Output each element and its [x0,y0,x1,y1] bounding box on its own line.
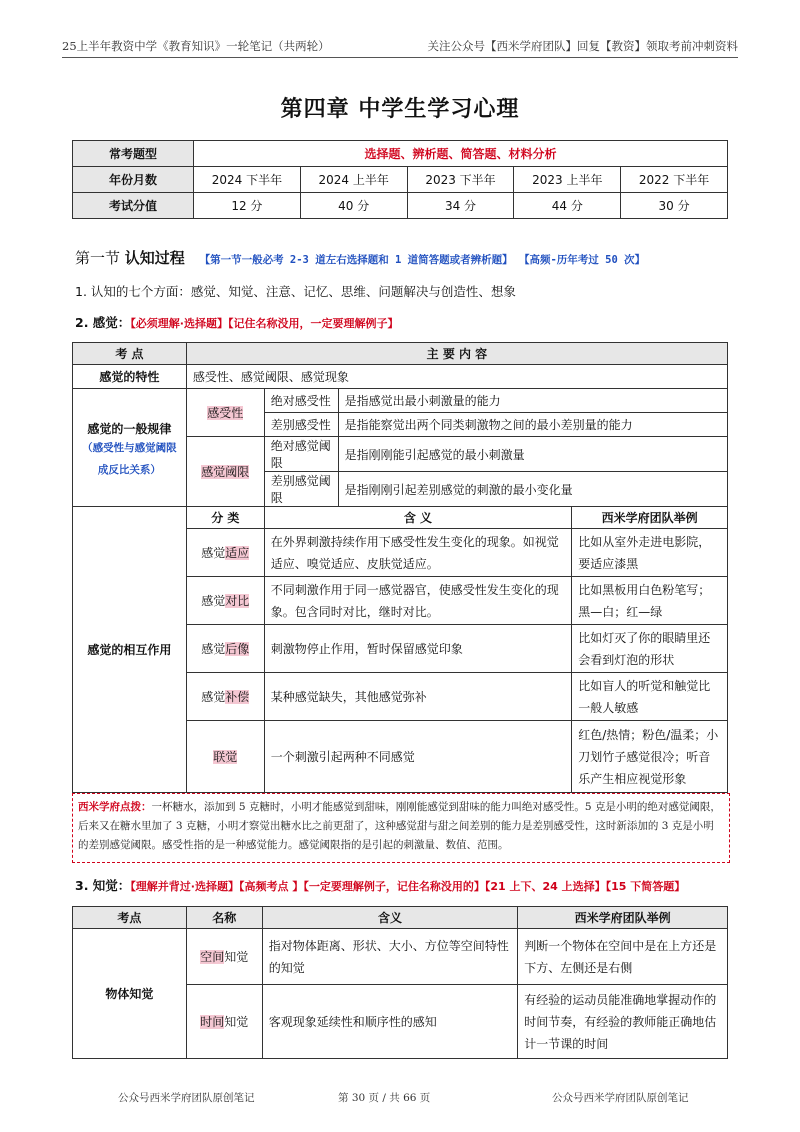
name-highlight: 时间 [200,1015,225,1029]
score-label: 考试分值 [73,193,194,219]
header-content: 主 要 内 容 [186,343,727,365]
perception-tags: 【理解并背过·选择题】【高频考点 】【一定要理解例子，记住名称没用的】【21 上下、24 上选择】【15 下简答题】 [130,880,686,893]
characteristic-value: 感受性、感觉阈限、感觉现象 [186,365,727,389]
header-meaning: 含 义 [264,507,571,529]
header-right: 关注公众号【西米学府团队】回复【教资】领取考前冲刺资料 [427,39,738,53]
score-cell: 34 分 [407,193,514,219]
name-highlight: 空间 [200,950,225,964]
meaning-compensation: 某种感觉缺失，其他感觉弥补 [264,673,571,721]
interaction-label: 感觉的相互作用 [73,507,187,793]
score-cell: 12 分 [194,193,301,219]
example-adaptation: 比如从室外走进电影院，要适应漆黑 [572,529,728,577]
example-time: 有经验的运动员能准确地掌握动作的时间节奏，有经验的教师能正确地估计一节课的时间 [518,985,728,1059]
perception-table [72,906,728,1059]
class-contrast [186,577,264,625]
section-note: 【第一节一般必考 2-3 道左右选择题和 1 道简答题或者辨析题】 【高频-历年考过 50 次】 [199,254,646,266]
page-number: 第 30 页 / 共 66 页 [338,1092,431,1104]
example-space: 判断一个物体在空间中是在上方还是下方、左侧还是右侧 [518,929,728,985]
score-cell: 40 分 [300,193,407,219]
class-afterimage [186,625,264,673]
score-cell: 44 分 [514,193,621,219]
class-compensation [186,673,264,721]
class-prefix: 感觉 [201,642,226,656]
tip-box [72,793,730,863]
threshold-cell [186,437,264,507]
year-label: 年份月数 [73,167,194,193]
header-divider [62,57,738,58]
sensation-tags: 【必须理解·选择题】【记住名称没用，一定要理解例子】 [130,317,399,330]
class-adaptation [186,529,264,577]
question-type-value: 选择题、辨析题、简答题、材料分析 [194,141,728,167]
header-left: 25上半年教资中学《教育知识》一轮笔记（共两轮） [62,39,330,53]
sensation-heading [75,313,399,331]
meaning-time: 客观现象延续性和顺序性的感知 [262,985,518,1059]
meaning-synesthesia: 一个刺激引起两种不同感觉 [264,721,571,793]
meaning-space: 指对物体距离、形状、大小、方位等空间特性的知觉 [262,929,518,985]
header-point: 考 点 [73,343,187,365]
meaning-afterimage: 刺激物停止作用，暂时保留感觉印象 [264,625,571,673]
example-afterimage: 比如灯灭了你的眼睛里还会看到灯泡的形状 [572,625,728,673]
class-prefix: 感觉 [201,690,226,704]
class-highlight: 补偿 [225,690,250,704]
question-type-label: 常考题型 [73,141,194,167]
year-cell: 2024 下半年 [194,167,301,193]
abs-threshold: 绝对感觉阈限 [264,437,338,472]
header-class: 分 类 [186,507,264,529]
sensation-table [72,342,728,793]
example-contrast: 比如黑板用白色粉笔写；黑—白；红—绿 [572,577,728,625]
footer-right: 公众号西米学府团队原创笔记 [552,1092,689,1104]
chapter-title: 第四章 中学生学习心理 [280,96,520,122]
know-header-point: 考点 [73,907,187,929]
meaning-contrast: 不同刺激作用于同一感觉器官，使感受性发生变化的现象。包含同时对比，继时对比。 [264,577,571,625]
name-suffix: 知觉 [224,1015,249,1029]
class-synesthesia [186,721,264,793]
section-title: 认知过程 [124,249,185,267]
diff-sensitivity-def: 是指能察觉出两个同类刺激物之间的最小差别量的能力 [338,413,727,437]
know-header-name: 名称 [186,907,262,929]
class-prefix: 感觉 [201,594,226,608]
perception-heading [75,876,685,894]
section-prefix: 第一节 [75,249,121,267]
tip-text: 一杯糖水，添加到 5 克糖时，小明才能感觉到甜味，刚刚能感觉到甜味的能力叫绝对感受性。5 克是小明的绝对感觉阈限，后来又在糖水里加了 3 克糖，小明才察觉出糖水比之前更甜了，这种感觉甜与甜之间差别的能力是差别感受性，这时新添加的 3 克是小明的差别感觉阈限。感受性指的是一种感觉能力。感觉阈限指的是引起的刺激量、数值、范围。 [78,801,721,851]
class-highlight: 对比 [225,594,250,608]
threshold-label: 感觉阈限 [201,465,250,479]
general-law-sub: （感受性与感觉阈限成反比关系） [82,442,177,476]
diff-threshold-def: 是指刚刚引起差别感觉的刺激的最小变化量 [338,472,727,507]
meaning-adaptation: 在外界刺激持续作用下感受性发生变化的现象。如视觉适应、嗅觉适应、皮肤觉适应。 [264,529,571,577]
example-synesthesia: 红色/热情；粉色/温柔；小刀划竹子感觉很冷；听音乐产生相应视觉形象 [572,721,728,793]
year-cell: 2022 下半年 [621,167,728,193]
general-law-cell [73,389,187,507]
characteristic-label: 感觉的特性 [73,365,187,389]
know-header-example: 西米学府团队举例 [518,907,728,929]
name-space [186,929,262,985]
object-perception-label: 物体知觉 [73,929,187,1059]
tip-label: 西米学府点拨： [78,801,152,813]
sensation-num: 2. 感觉： [75,315,131,330]
name-time [186,985,262,1059]
cognition-aspects: 1. 认知的七个方面：感觉、知觉、注意、记忆、思维、问题解决与创造性、想象 [75,284,516,299]
class-prefix: 感觉 [201,546,226,560]
class-highlight: 后像 [225,642,250,656]
class-highlight: 联觉 [213,750,238,764]
header-example: 西米学府团队举例 [572,507,728,529]
abs-sensitivity-def: 是指感觉出最小刺激量的能力 [338,389,727,413]
score-cell: 30 分 [621,193,728,219]
perception-num: 3. 知觉： [75,878,131,893]
class-highlight: 适应 [225,546,250,560]
section-heading [75,247,645,268]
name-suffix: 知觉 [224,950,249,964]
diff-sensitivity: 差别感受性 [264,413,338,437]
year-cell: 2024 上半年 [300,167,407,193]
abs-threshold-def: 是指刚刚能引起感觉的最小刺激量 [338,437,727,472]
sensitivity-cell [186,389,264,437]
general-law-label: 感觉的一般规律 [87,422,172,436]
example-compensation: 比如盲人的听觉和触觉比一般人敏感 [572,673,728,721]
exam-summary-table [72,140,728,219]
sensitivity-label: 感受性 [207,406,244,420]
year-cell: 2023 下半年 [407,167,514,193]
footer-left: 公众号西米学府团队原创笔记 [118,1092,255,1104]
year-cell: 2023 上半年 [514,167,621,193]
diff-threshold: 差别感觉阈限 [264,472,338,507]
know-header-meaning: 含义 [262,907,518,929]
abs-sensitivity: 绝对感受性 [264,389,338,413]
